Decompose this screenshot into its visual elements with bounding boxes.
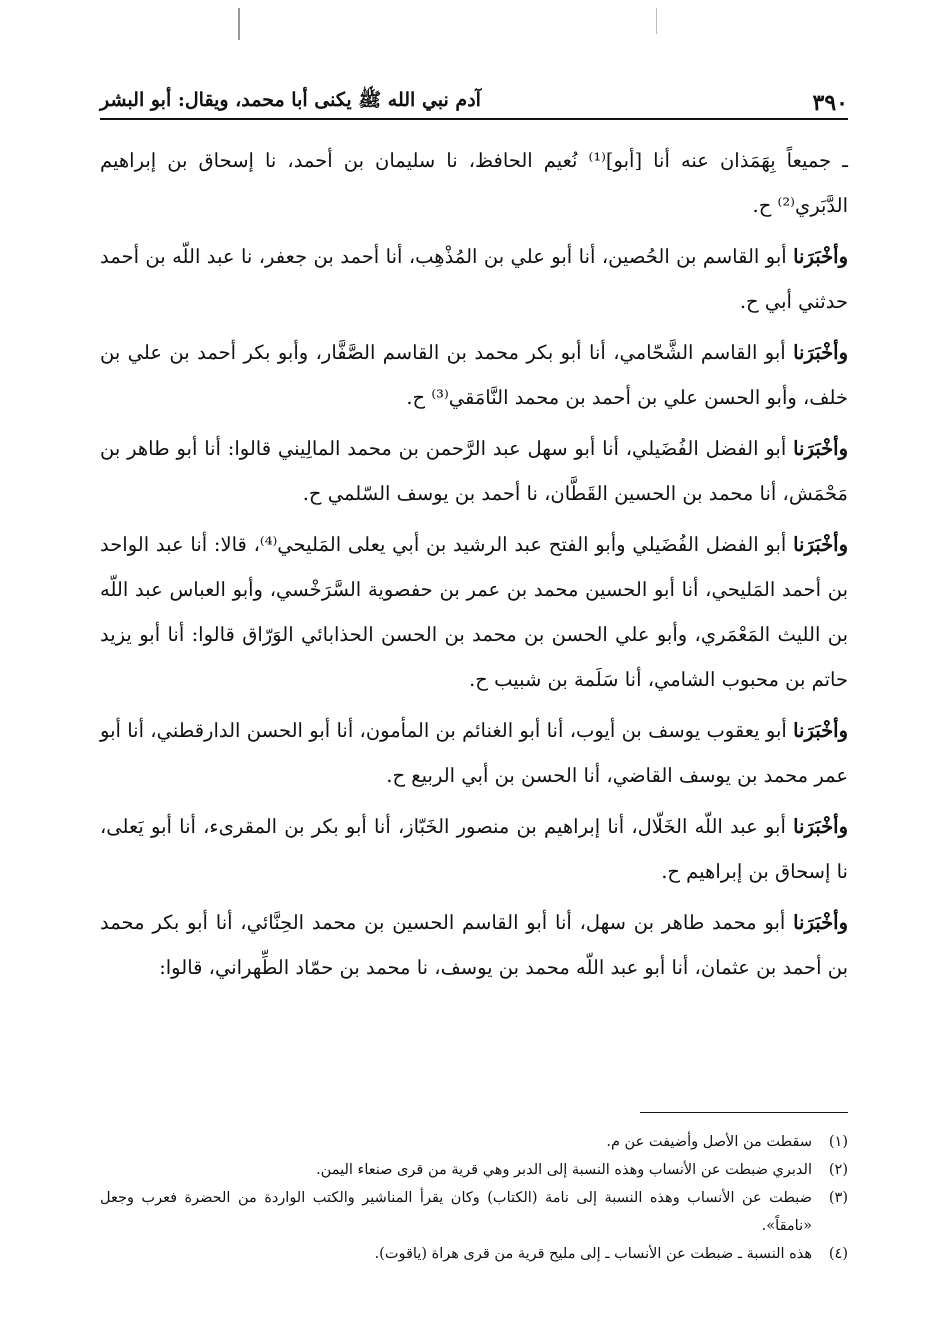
- paragraph: [100, 330, 848, 420]
- footnote-text: ضبطت عن الأنساب وهذه النسبة إلى نامة (الكتاب) وكان يقرأ المناشير والكتب الواردة من الحضرة فعرب وجعل «نامقاً».: [100, 1190, 812, 1234]
- footnote-text: هذه النسبة ـ ضبطت عن الأنساب ـ إلى مليح قرية من قرى هراة (ياقوت).: [374, 1246, 812, 1262]
- footnote-text: سقطت من الأصل وأضيفت عن م.: [606, 1134, 812, 1150]
- paragraph-lead: وأخْبَرَنا: [793, 911, 848, 934]
- paragraph-lead: وأخْبَرَنا: [793, 533, 848, 556]
- footnote-number: (٢): [828, 1162, 848, 1178]
- paragraph-lead: وأخْبَرَنا: [793, 437, 848, 460]
- paragraph: [100, 138, 848, 228]
- footnotes: [100, 1128, 848, 1268]
- paragraph: [100, 804, 848, 894]
- paragraph-text: أبو الفضل الفُضَيلي، أنا أبو سهل عبد الرَّحمن بن محمد المالِيني قالوا: أنا أبو طاهر بن مَحْمَش، أنا محمد بن الحسين القَطَّان، نا أحمد بن يوسف السّلمي ح.: [100, 437, 848, 505]
- header-rule: [100, 118, 848, 120]
- paragraph-text: أبو يعقوب يوسف بن أيوب، أنا أبو الغنائم بن المأمون، أنا أبو الحسن الدارقطني، أنا أبو عمر محمد بن يوسف القاضي، أنا الحسن بن أبي الربيع ح.: [100, 719, 848, 787]
- footnote-number: (١): [828, 1134, 848, 1150]
- paragraph-text: ـ جميعاً بِهَمَذان عنه أنا [أبو]⁽¹⁾ نُعيم الحافظ، نا سليمان بن أحمد، نا إسحاق بن إبراهيم الدَّبَري⁽²⁾ ح.: [100, 149, 848, 217]
- page-header: [100, 80, 848, 116]
- footnote: [100, 1184, 848, 1240]
- paragraph-lead: وأخْبَرَنا: [793, 341, 848, 364]
- running-title: آدم نبي الله ﷺ يكنى أبا محمد، ويقال: أبو البشر: [100, 89, 481, 111]
- paragraph-text: أبو الفضل الفُضَيلي وأبو الفتح عبد الرشيد بن أبي يعلى المَليحي⁽⁴⁾، قالا: أنا عبد الواحد بن أحمد المَليحي، أنا أبو الحسين محمد بن عمر بن حفصوية السَّرَخْسي، وأبو العباس عبد اللّه بن الليث المَعْمَري، وأبو علي الحسن بن محمد بن الحسن الحذابائي الوَرّاق قالوا: أنا أبو يزيد حاتم بن محبوب الشامي، أنا سَلَمة بن شبيب ح.: [100, 533, 848, 691]
- footnote-number: (٣): [828, 1190, 848, 1206]
- footnote-number: (٤): [828, 1246, 848, 1262]
- paragraph-text: أبو القاسم الشَّحّامي، أنا أبو بكر محمد بن القاسم الصَّفَّار، وأبو بكر أحمد بن علي بن خلف، وأبو الحسن علي بن أحمد بن محمد النَّامَقي⁽³⁾ ح.: [100, 341, 848, 409]
- footnote: [100, 1240, 848, 1268]
- paragraph: [100, 522, 848, 702]
- footnote-rule: [640, 1112, 848, 1113]
- paragraph: [100, 708, 848, 798]
- footnote: [100, 1156, 848, 1184]
- paragraph-text: أبو عبد اللّه الخَلّال، أنا إبراهيم بن منصور الخَبّاز، أنا أبو بكر بن المقرىء، أنا أبو يَعلى، نا إسحاق بن إبراهيم ح.: [100, 815, 848, 883]
- footnote: [100, 1128, 848, 1156]
- paragraph: [100, 900, 848, 990]
- scan-mark: [238, 8, 240, 40]
- page-number: ٣٩٠: [812, 90, 848, 116]
- paragraph: [100, 234, 848, 324]
- paragraph: [100, 426, 848, 516]
- paragraph-text: أبو محمد طاهر بن سهل، أنا أبو القاسم الحسين بن محمد الحِنَّائي، أنا أبو بكر محمد بن أحمد بن عثمان، أنا أبو عبد اللّه محمد بن يوسف، نا محمد بن حمّاد الطِّهراني، قالوا:: [100, 911, 848, 979]
- main-text: [100, 138, 848, 996]
- footnote-text: الدبري ضبطت عن الأنساب وهذه النسبة إلى الدبر وهي قرية من قرى صنعاء اليمن.: [316, 1162, 812, 1178]
- paragraph-text: أبو القاسم بن الحُصين، أنا أبو علي بن المُذْهِب، أنا أحمد بن جعفر، نا عبد اللّه بن أحمد حدثني أبي ح.: [100, 245, 848, 313]
- scan-mark: [656, 8, 657, 34]
- paragraph-lead: وأخْبَرَنا: [793, 815, 848, 838]
- paragraph-lead: وأخْبَرَنا: [793, 719, 848, 742]
- paragraph-lead: وأخْبَرَنا: [793, 245, 848, 268]
